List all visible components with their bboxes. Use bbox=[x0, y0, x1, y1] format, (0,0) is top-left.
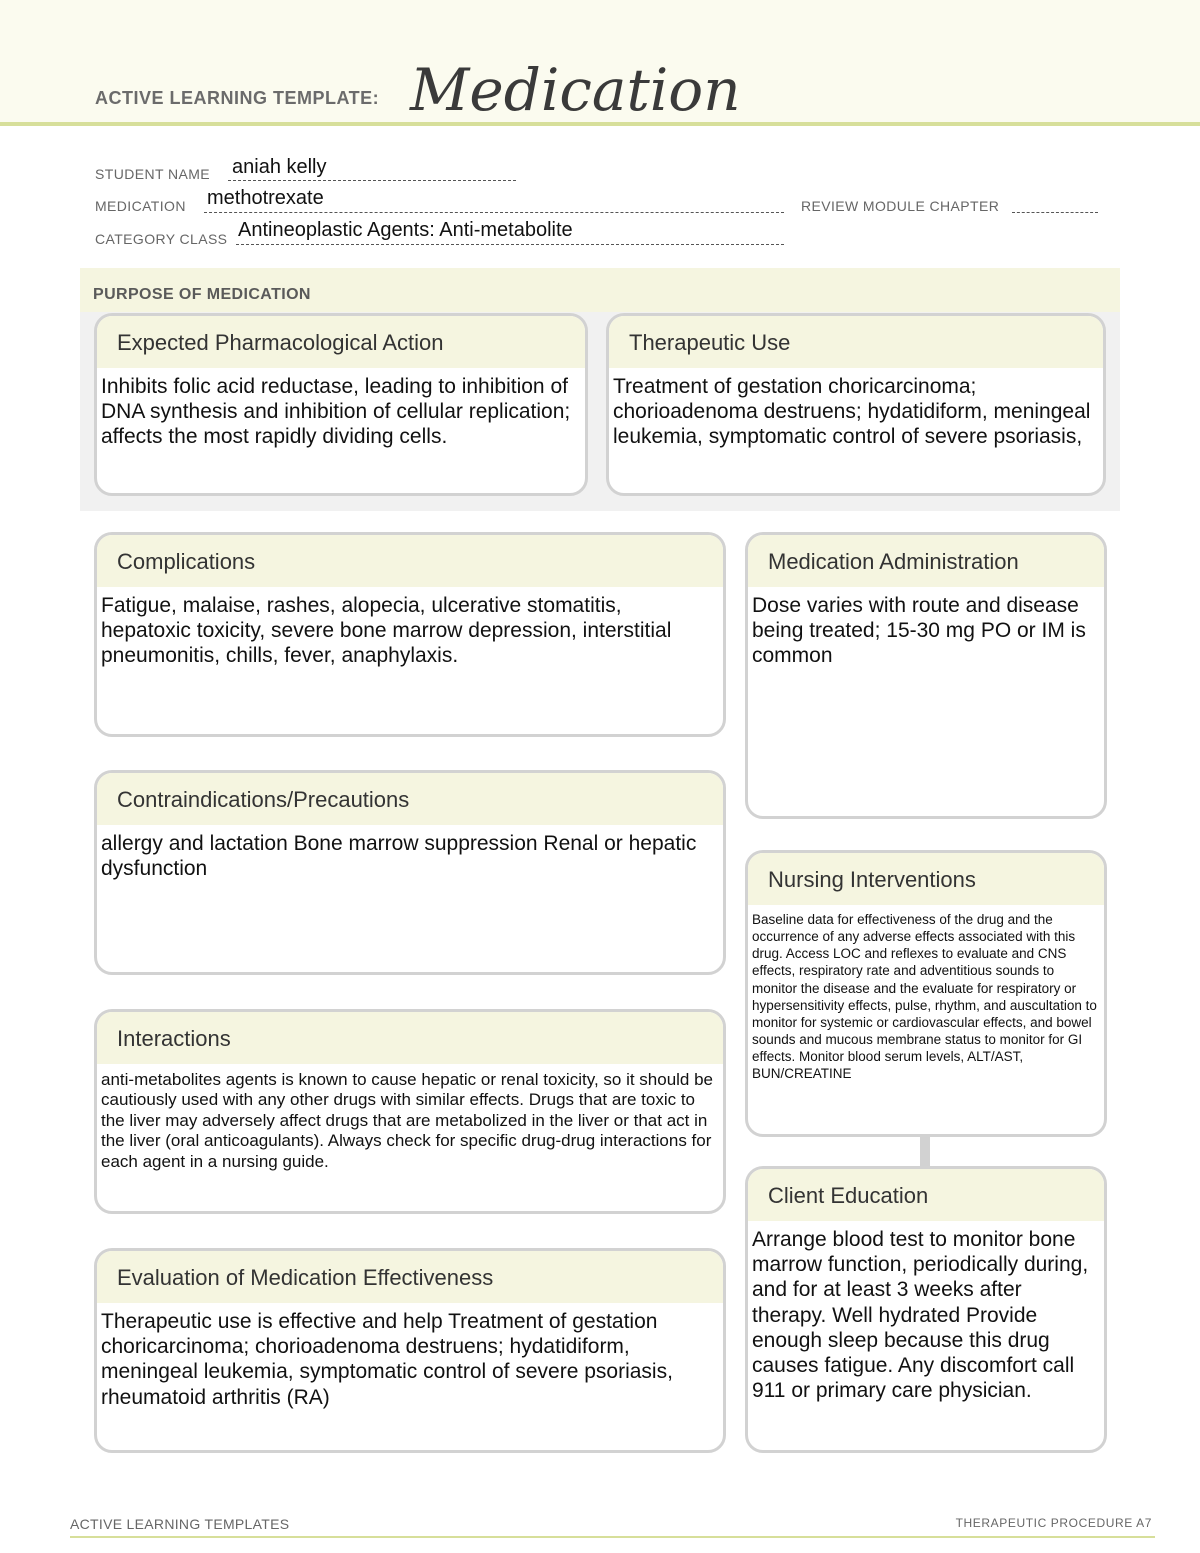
evaluation-card bbox=[94, 1248, 726, 1453]
complications-title: Complications bbox=[97, 535, 723, 587]
administration-title: Medication Administration bbox=[748, 535, 1104, 587]
client-education-card bbox=[745, 1166, 1107, 1453]
interactions-title: Interactions bbox=[97, 1012, 723, 1064]
category-label: CATEGORY CLASS bbox=[95, 231, 228, 247]
nursing-interventions-card bbox=[745, 850, 1107, 1137]
footer-left: ACTIVE LEARNING TEMPLATES bbox=[70, 1516, 290, 1532]
medication-line bbox=[204, 212, 784, 213]
therapeutic-use-title: Therapeutic Use bbox=[609, 316, 1103, 368]
evaluation-title: Evaluation of Medication Effectiveness bbox=[97, 1251, 723, 1303]
footer-divider bbox=[70, 1536, 1155, 1538]
evaluation-text[interactable]: Therapeutic use is effective and help Treatment of gestation choricarcinoma; chorioadenoma destruens; hydatidiform, meningeal leukemia, symptomatic control of severe psoriasis, rheumatoid arthritis (RA) bbox=[101, 1310, 673, 1409]
student-name-field[interactable]: aniah kelly bbox=[232, 156, 327, 178]
administration-card bbox=[745, 532, 1107, 819]
contraindications-card bbox=[94, 770, 726, 975]
medication-label: MEDICATION bbox=[95, 198, 186, 214]
contraindications-title: Contraindications/Precautions bbox=[97, 773, 723, 825]
page-title: Medication bbox=[410, 56, 741, 124]
expected-action-title: Expected Pharmacological Action bbox=[97, 316, 585, 368]
template-label: ACTIVE LEARNING TEMPLATE: bbox=[95, 88, 380, 108]
category-line bbox=[236, 244, 784, 245]
purpose-heading: PURPOSE OF MEDICATION bbox=[93, 286, 311, 303]
interactions-text[interactable]: anti-metabolites agents is known to cause hepatic or renal toxicity, so it should be cautiously used with any other drugs with similar effects. Drugs that are toxic to the liver may adversely affect drugs that are metabolized in the liver or that act in the liver (oral anticoagulants). Always check for specific drug-drug interactions for each agent in a nursing guide. bbox=[101, 1070, 714, 1171]
medication-field[interactable]: methotrexate bbox=[207, 187, 324, 209]
complications-text[interactable]: Fatigue, malaise, rashes, alopecia, ulcerative stomatitis, hepatoxic toxicity, severe bone marrow depression, interstitial pneumonitis, chills, fever, anaphylaxis. bbox=[101, 594, 672, 668]
footer-right: THERAPEUTIC PROCEDURE A7 bbox=[955, 1516, 1152, 1530]
nursing-interventions-title: Nursing Interventions bbox=[748, 853, 1104, 905]
student-name-line bbox=[228, 180, 516, 181]
review-module-field[interactable] bbox=[1012, 212, 1098, 213]
category-field[interactable]: Antineoplastic Agents: Anti-metabolite bbox=[238, 219, 573, 241]
complications-card bbox=[94, 532, 726, 737]
interactions-card bbox=[94, 1009, 726, 1214]
expected-action-card bbox=[94, 313, 588, 496]
client-education-title: Client Education bbox=[748, 1169, 1104, 1221]
student-name-label: STUDENT NAME bbox=[95, 166, 210, 182]
therapeutic-use-text[interactable]: Treatment of gestation choricarcinoma; chorioadenoma destruens; hydatidiform, meningeal leukemia, symptomatic control of severe psoriasis, bbox=[613, 375, 1091, 449]
review-module-label: REVIEW MODULE CHAPTER bbox=[801, 198, 1000, 214]
administration-text[interactable]: Dose varies with route and disease being treated; 15-30 mg PO or IM is common bbox=[752, 594, 1086, 668]
expected-action-text[interactable]: Inhibits folic acid reductase, leading to inhibition of DNA synthesis and inhibition of cellular replication; affects the most rapidly dividing cells. bbox=[101, 375, 571, 449]
card-connector bbox=[920, 1134, 930, 1166]
contraindications-text[interactable]: allergy and lactation Bone marrow suppression Renal or hepatic dysfunction bbox=[101, 832, 697, 881]
therapeutic-use-card bbox=[606, 313, 1106, 496]
client-education-text[interactable]: Arrange blood test to monitor bone marrow function, periodically during, and for at least 3 weeks after therapy. Well hydrated Provide enough sleep because this drug causes fatigue. Any discomfort call 911 or primary care physician. bbox=[752, 1228, 1089, 1403]
nursing-interventions-text[interactable]: Baseline data for effectiveness of the drug and the occurrence of any adverse effects associated with this drug. Access LOC and reflexes to evaluate and CNS effects, respiratory rate and adventitious sounds to monitor the disease and the evaluate for respiratory or hypersensitivity effects, pulse, rhythm, and auscultation to monitor for systemic or cardiovascular effects, and bowel sounds and mucous membrane status to monitor for GI effects. Monitor blood serum levels, ALT/AST, BUN/CREATINE bbox=[752, 912, 1097, 1082]
